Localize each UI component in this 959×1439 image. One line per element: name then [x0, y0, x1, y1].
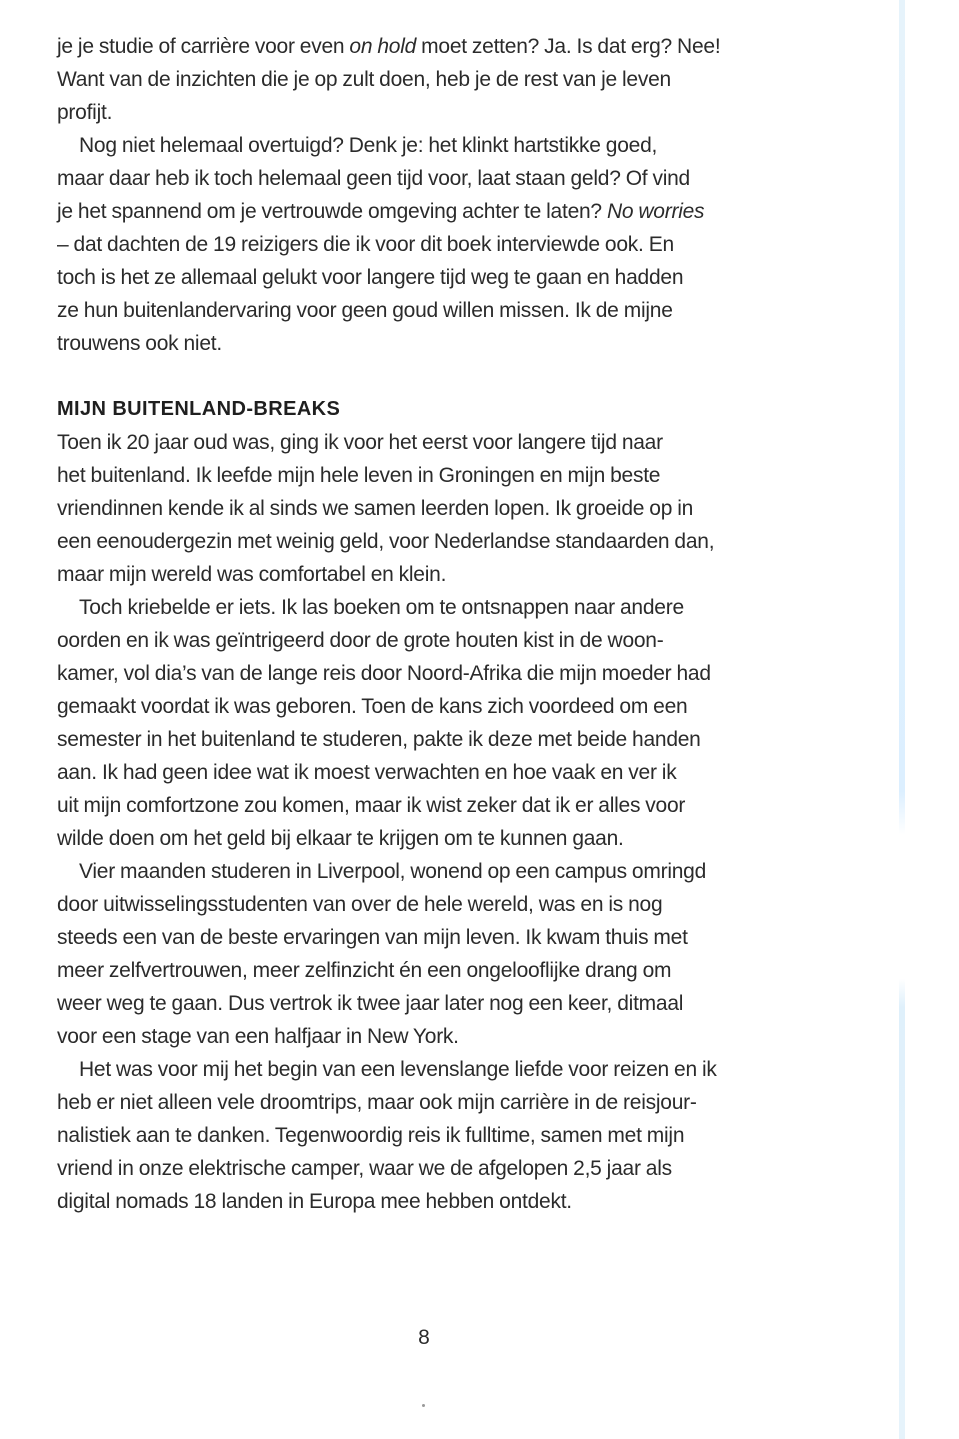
- paragraph-line: Toen ik 20 jaar oud was, ging ik voor het eerst voor langere tijd naar: [57, 431, 663, 454]
- paragraph-line: maar mijn wereld was comfortabel en klein.: [57, 563, 447, 586]
- text-run: je je studie of carrière voor even: [57, 35, 350, 58]
- paragraph-line: trouwens ook niet.: [57, 332, 222, 355]
- paragraph-line: nalistiek aan te danken. Tegenwoordig reis ik fulltime, samen met mijn: [57, 1124, 685, 1147]
- paragraph-line: semester in het buitenland te studeren, pakte ik deze met beide handen: [57, 728, 701, 751]
- paragraph-line: oorden en ik was geïntrigeerd door de grote houten kist in de woon-: [57, 629, 664, 652]
- paragraph-line: kamer, vol dia’s van de lange reis door Noord-Afrika die mijn moeder had: [57, 662, 711, 685]
- paragraph-line: digital nomads 18 landen in Europa mee hebben ontdekt.: [57, 1190, 572, 1213]
- section-heading: MIJN BUITENLAND-BREAKS: [57, 398, 341, 420]
- page-edge-divider: [899, 0, 905, 1439]
- paragraph-line: toch is het ze allemaal gelukt voor langere tijd weg te gaan en hadden: [57, 266, 684, 289]
- paragraph-line: weer weg te gaan. Dus vertrok ik twee jaar later nog een keer, ditmaal: [57, 992, 684, 1015]
- italic-term: No worries: [606, 200, 705, 223]
- paragraph-line: Want van de inzichten die je op zult doen, heb je de rest van je leven: [57, 68, 671, 91]
- paragraph-line: heb er niet alleen vele droomtrips, maar ook mijn carrière in de reisjour-: [57, 1091, 697, 1114]
- paragraph-line: voor een stage van een halfjaar in New York.: [57, 1025, 459, 1048]
- paragraph-line: uit mijn comfortzone zou komen, maar ik wist zeker dat ik er alles voor: [57, 794, 686, 817]
- text-column: [57, 30, 797, 1218]
- paragraph-line: aan. Ik had geen idee wat ik moest verwachten en hoe vaak en ver ik: [57, 761, 677, 784]
- text-run: moet zetten? Ja. Is dat erg? Nee!: [416, 35, 721, 58]
- page-number: 8: [418, 1326, 430, 1349]
- paragraph-line: door uitwisselingsstudenten van over de hele wereld, was en is nog: [57, 893, 663, 916]
- paragraph-line: gemaakt voordat ik was geboren. Toen de kans zich voordeed om een: [57, 695, 688, 718]
- paragraph-line: meer zelfvertrouwen, meer zelfinzicht én een ongelooflijke drang om: [57, 959, 672, 982]
- paragraph-line: [57, 195, 797, 228]
- paragraph-line: Het was voor mij het begin van een levenslange liefde voor reizen en ik: [79, 1058, 717, 1081]
- page-dot: [422, 1404, 425, 1407]
- paragraph-line: vriend in onze elektrische camper, waar we de afgelopen 2,5 jaar als: [57, 1157, 672, 1180]
- paragraph-line: Toch kriebelde er iets. Ik las boeken om te ontsnappen naar andere: [79, 596, 684, 619]
- paragraph-line: Nog niet helemaal overtuigd? Denk je: het klinkt hartstikke goed,: [79, 134, 658, 157]
- paragraph-line: [57, 30, 797, 63]
- paragraph-line: – dat dachten de 19 reizigers die ik voor dit boek interviewde ook. En: [57, 233, 674, 256]
- italic-term: on hold: [349, 35, 417, 58]
- paragraph-line: maar daar heb ik toch helemaal geen tijd voor, laat staan geld? Of vind: [57, 167, 690, 190]
- paragraph-line: een eenoudergezin met weinig geld, voor Nederlandse standaarden dan,: [57, 530, 715, 553]
- paragraph-line: het buitenland. Ik leefde mijn hele leven in Groningen en mijn beste: [57, 464, 661, 487]
- paragraph-line: profijt.: [57, 101, 113, 124]
- paragraph-line: Vier maanden studeren in Liverpool, wonend op een campus omringd: [79, 860, 707, 883]
- paragraph-line: steeds een van de beste ervaringen van mijn leven. Ik kwam thuis met: [57, 926, 688, 949]
- text-run: je het spannend om je vertrouwde omgeving achter te laten?: [57, 200, 607, 223]
- paragraph-line: vriendinnen kende ik al sinds we samen leerden lopen. Ik groeide op in: [57, 497, 694, 520]
- paragraph-line: ze hun buitenlandervaring voor geen goud willen missen. Ik de mijne: [57, 299, 673, 322]
- paragraph-line: wilde doen om het geld bij elkaar te krijgen om te kunnen gaan.: [57, 827, 624, 850]
